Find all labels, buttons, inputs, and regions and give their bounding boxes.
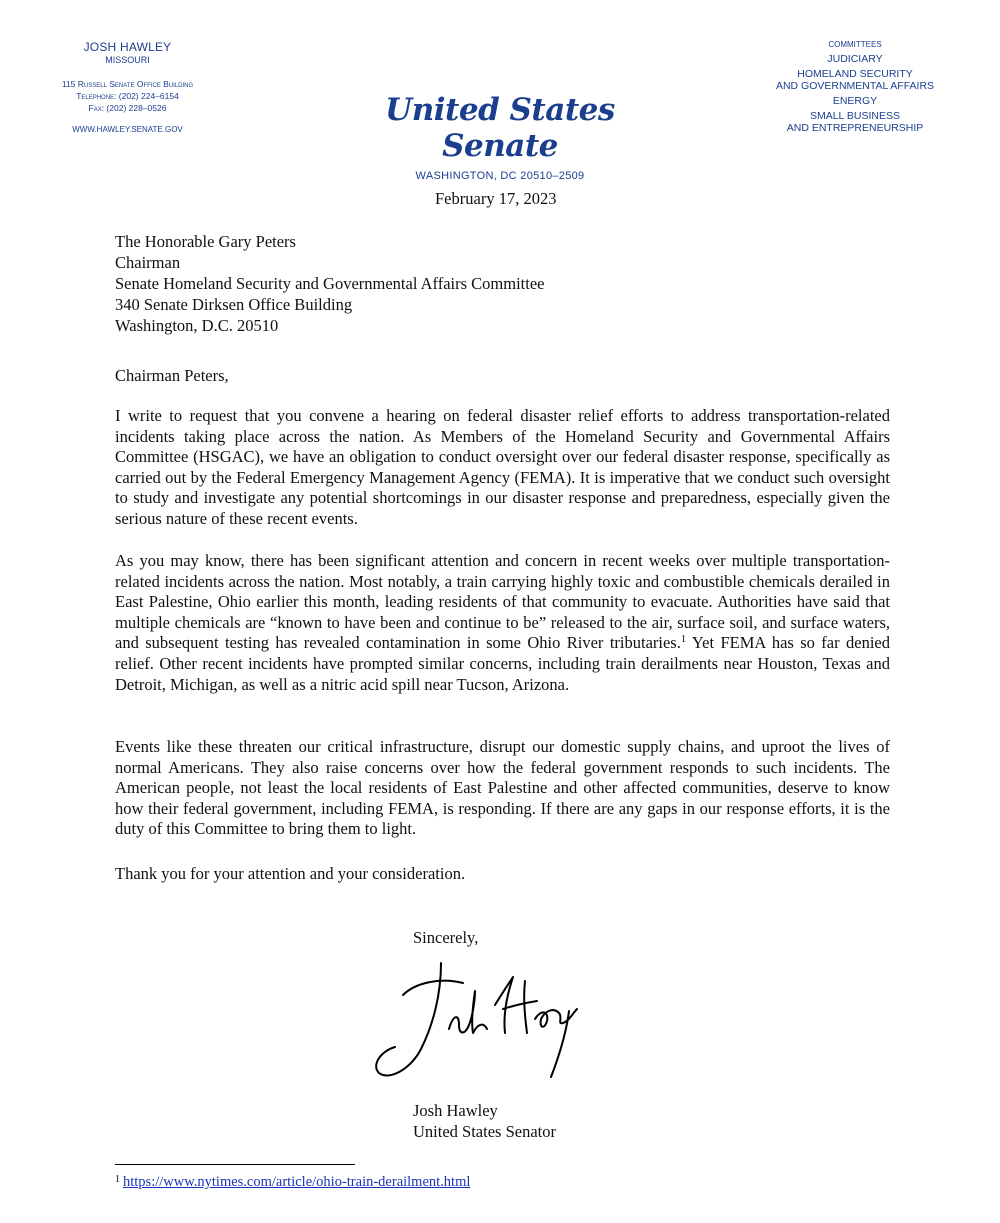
senate-title: United States Senate bbox=[385, 92, 615, 164]
salutation: Chairman Peters, bbox=[115, 366, 229, 385]
recipient-line: Senate Homeland Security and Governmental Affairs Committee bbox=[115, 274, 545, 293]
footnote bbox=[115, 1174, 470, 1191]
paragraph-2-text-a: As you may know, there has been significant attention and concern in recent weeks over multiple transportation-related incidents across the nation. Most notably, a train carrying highly toxic and combustible chemicals derailed in East Palestine, Ohio earlier this month, leading residents of that community to evacuate. Authorities have said that multiple chemicals are “known to have been and continue to be” released to the air, surface soil, and surface waters, and subsequent testing has revealed contamination in some Ohio River tributaries. bbox=[115, 551, 890, 653]
footnote-divider bbox=[115, 1164, 355, 1165]
recipient-line: Washington, D.C. 20510 bbox=[115, 316, 279, 335]
senate-city: WASHINGTON, DC 20510–2509 bbox=[415, 170, 585, 182]
body-paragraph-3: Events like these threaten our critical infrastructure, disrupt our domestic supply chains, and uproot the lives of normal Americans. They also raise concerns over how the federal government responds to such incidents. The American people, not least the local residents of East Palestine and other affected communities, deserve to know how their federal government, including FEMA, is responding. If there are any gaps in our response efforts, it is the duty of this Committee to bring them to light. bbox=[115, 737, 890, 839]
committee-item: AND ENTREPRENEURSHIP bbox=[786, 122, 924, 134]
sender-name: JOSH HAWLEY bbox=[83, 40, 172, 54]
committee-item: HOMELAND SECURITY bbox=[797, 68, 913, 80]
footnote-number: 1 bbox=[115, 1174, 120, 1185]
signer-title: United States Senator bbox=[413, 1122, 556, 1141]
recipient-line: 340 Senate Dirksen Office Building bbox=[115, 295, 353, 314]
telephone: Telephone: (202) 224–6154 bbox=[76, 91, 179, 101]
body-paragraph-1: I write to request that you convene a hearing on federal disaster relief efforts to address transportation-related incidents taking place across the nation. As Members of the Homeland Security and Governmental Affairs Committee (HSGAC), we have an obligation to conduct oversight over our federal disaster response, specifically as carried out by the Federal Emergency Management Agency (FEMA). It is imperative that we conduct such oversight to study and investigate any potential shortcomings in our disaster response and preparedness, especially given the serious nature of these recent events. bbox=[115, 406, 890, 528]
recipient-line: Chairman bbox=[115, 253, 181, 272]
footnote-reference: 1 bbox=[680, 634, 687, 646]
recipient-line: The Honorable Gary Peters bbox=[115, 232, 296, 251]
office-address: 115 Russell Senate Office Building bbox=[61, 79, 194, 89]
body-paragraph-2 bbox=[115, 551, 890, 695]
letterhead-title-block bbox=[340, 92, 660, 182]
recipient-address bbox=[115, 231, 545, 336]
sender-website: WWW.HAWLEY.SENATE.GOV bbox=[72, 125, 183, 134]
footnote-link[interactable]: https://www.nytimes.com/article/ohio-train-derailment.html bbox=[123, 1174, 471, 1190]
committee-item: SMALL BUSINESS bbox=[809, 110, 901, 122]
committee-item: AND GOVERNMENTAL AFFAIRS bbox=[775, 80, 935, 92]
committee-item: ENERGY bbox=[832, 95, 878, 107]
sender-info bbox=[30, 40, 225, 134]
signer-name: Josh Hawley bbox=[413, 1101, 498, 1120]
handwritten-signature bbox=[355, 955, 595, 1085]
sender-state: MISSOURI bbox=[105, 55, 150, 65]
thanks-line: Thank you for your attention and your consideration. bbox=[115, 864, 466, 883]
committees-label: COMMITTEES bbox=[828, 40, 882, 49]
paragraph-2-text-b: Yet FEMA has so far denied relief. Other recent incidents have prompted similar concerns, including train derailments near Houston, Texas and Detroit, Michigan, as well as a nitric acid spill near Tucson, Arizona. bbox=[115, 633, 890, 694]
signer-block bbox=[413, 1100, 556, 1142]
sender-address bbox=[30, 78, 225, 114]
committees-list bbox=[755, 40, 955, 134]
letter-date: February 17, 2023 bbox=[435, 189, 557, 208]
fax: Fax: (202) 228–0526 bbox=[88, 103, 167, 113]
closing: Sincerely, bbox=[413, 928, 479, 947]
committee-item: JUDICIARY bbox=[827, 53, 883, 65]
